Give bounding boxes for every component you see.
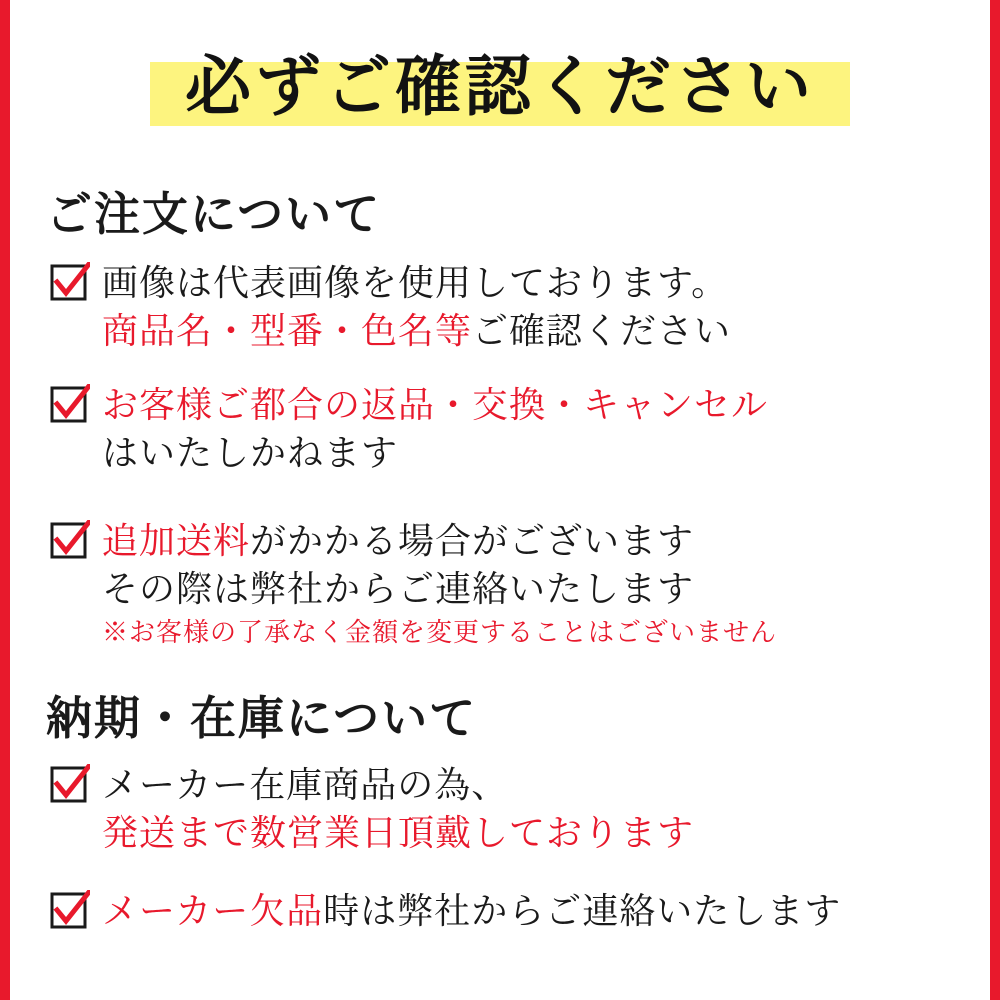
list-item-line bbox=[102, 382, 970, 430]
right-red-border bbox=[990, 0, 1000, 1000]
list-item-line bbox=[102, 566, 970, 614]
section-heading-order: ご注文について bbox=[46, 187, 382, 241]
text-segment: 時は弊社からご連絡いたします bbox=[323, 891, 842, 932]
list-item bbox=[50, 382, 970, 478]
list-item-line bbox=[102, 762, 970, 810]
text-segment-red: お客様ご都合の返品・交換・キャンセル bbox=[102, 385, 769, 426]
list-item-lines bbox=[102, 762, 970, 858]
text-segment: 画像は代表画像を使用しております。 bbox=[102, 263, 729, 304]
page-title bbox=[10, 34, 990, 144]
checkbox-checked-icon bbox=[50, 764, 90, 804]
list-item bbox=[50, 518, 970, 652]
list-item-lines bbox=[102, 888, 970, 936]
list-item-line bbox=[102, 260, 970, 308]
checkbox-checked-icon bbox=[50, 262, 90, 302]
notice-content bbox=[10, 0, 990, 1000]
text-segment-red: メーカー欠品 bbox=[102, 891, 324, 932]
list-item bbox=[50, 762, 970, 858]
title-text: 必ずご確認ください bbox=[185, 47, 815, 125]
text-segment: ご確認ください bbox=[472, 311, 732, 352]
checkbox-checked-icon bbox=[50, 384, 90, 424]
list-item-line bbox=[102, 518, 970, 566]
text-segment-red: 追加送料 bbox=[102, 521, 251, 562]
text-segment-red: 商品名・型番・色名等 bbox=[102, 311, 473, 352]
checkbox-checked-icon bbox=[50, 890, 90, 930]
list-item-line bbox=[102, 430, 970, 478]
list-item-line bbox=[102, 810, 970, 858]
list-item-lines bbox=[102, 518, 970, 652]
list-item bbox=[50, 888, 970, 936]
list-item-lines bbox=[102, 260, 970, 356]
text-segment: メーカー在庫商品の為、 bbox=[102, 765, 509, 806]
checkbox-checked-icon bbox=[50, 520, 90, 560]
list-item-lines bbox=[102, 382, 970, 478]
text-segment: がかかる場合がございます bbox=[250, 521, 695, 562]
text-segment: はいたしかねます bbox=[102, 433, 399, 474]
list-item-note: ※お客様の了承なく金額を変更することはございません bbox=[102, 618, 778, 648]
list-item-line bbox=[102, 888, 970, 936]
list-item-line bbox=[102, 308, 970, 356]
list-item bbox=[50, 260, 970, 356]
section-heading-delivery: 納期・在庫について bbox=[46, 691, 478, 745]
left-red-border bbox=[0, 0, 10, 1000]
text-segment: その際は弊社からご連絡いたします bbox=[102, 569, 695, 610]
text-segment-red: 発送まで数営業日頂戴しております bbox=[102, 813, 695, 854]
